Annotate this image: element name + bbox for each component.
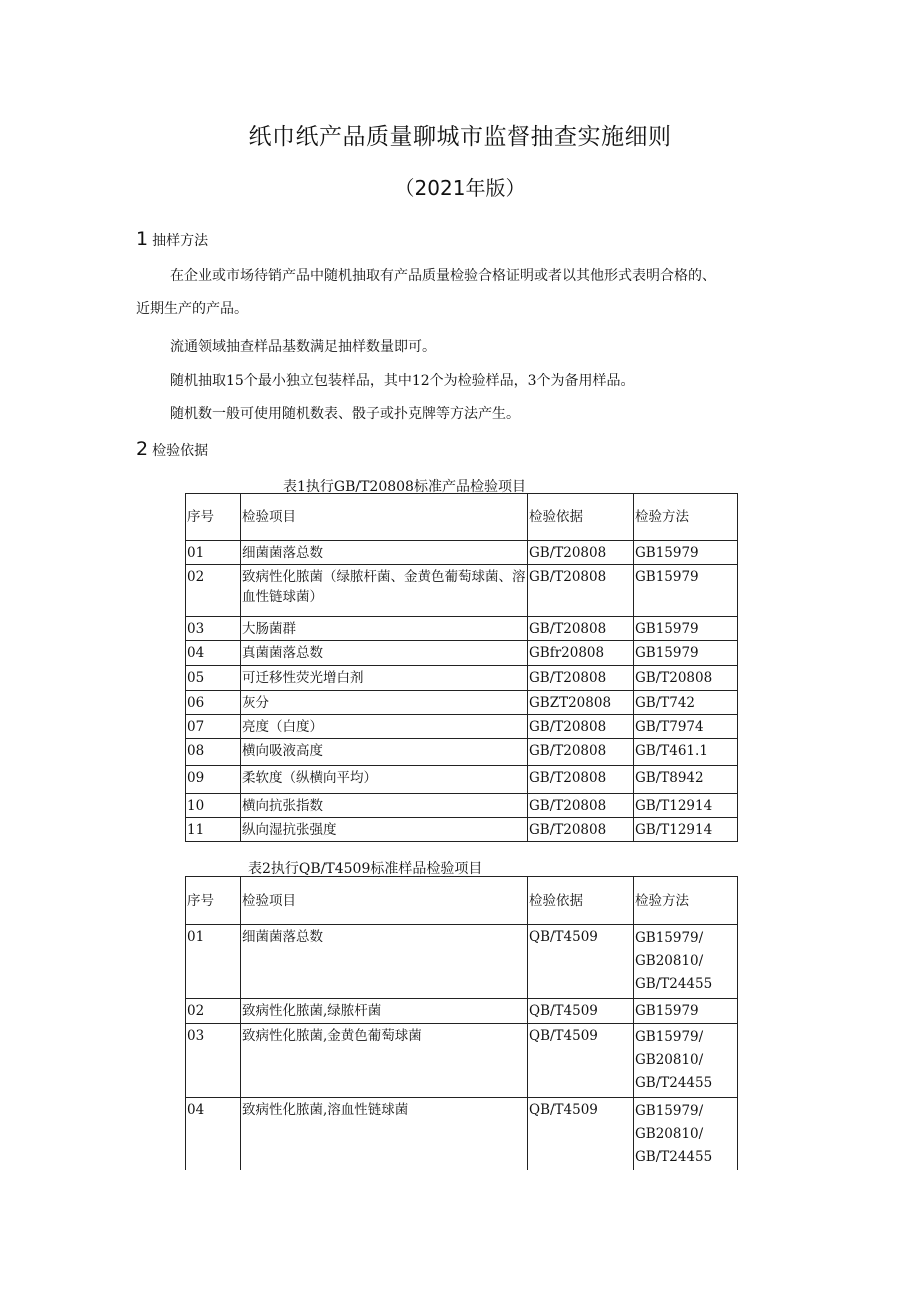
cell-serial: 02 [186, 999, 241, 1024]
table-row [186, 818, 738, 842]
cell-serial: 04 [186, 641, 241, 666]
header-cell-item: 检验项目 [241, 494, 528, 541]
cell-serial: 06 [186, 691, 241, 715]
cell-item: 真菌菌落总数 [241, 641, 528, 666]
table-row [186, 617, 738, 641]
cell-method: GB/T742 [634, 691, 738, 715]
cell-method: GB/T12914 [634, 818, 738, 842]
section-2-heading [136, 438, 208, 460]
cell-item: 灰分 [241, 691, 528, 715]
table-row [186, 766, 738, 794]
cell-serial: 03 [186, 1024, 241, 1098]
header-cell-basis: 检验依据 [528, 494, 634, 541]
document-edition: （2021年版） [394, 176, 526, 200]
cell-basis: GBfr20808 [528, 641, 634, 666]
cell-method: GB/T7974 [634, 715, 738, 739]
cell-item: 细菌菌落总数 [241, 541, 528, 565]
header-cell-serial: 序号 [186, 877, 241, 925]
document-title: 纸巾纸产品质量聊城市监督抽查实施细则 [248, 124, 672, 150]
cell-item: 亮度（白度） [241, 715, 528, 739]
table-2-caption: 表2执行QB/T4509标准样品检验项目 [248, 861, 483, 877]
section-2-number: 2 [136, 438, 149, 460]
table-header-row [186, 877, 738, 925]
table-1-caption: 表1执行GB/T20808标准产品检验项目 [283, 479, 526, 495]
header-cell-basis: 检验依据 [528, 877, 634, 925]
cell-method: GB15979/ GB20810/ GB/T24455 [634, 1024, 738, 1098]
section-1-heading [136, 228, 208, 250]
header-cell-item: 检验项目 [241, 877, 528, 925]
cell-basis: GB/T20808 [528, 666, 634, 691]
cell-basis: GB/T20808 [528, 541, 634, 565]
cell-serial: 09 [186, 766, 241, 794]
cell-serial: 01 [186, 925, 241, 999]
table-row [186, 565, 738, 617]
cell-basis: QB/T4509 [528, 1098, 634, 1170]
cell-method: GB15979/ GB20810/ GB/T24455 [634, 1098, 738, 1170]
cell-item: 横向抗张指数 [241, 794, 528, 818]
table-row [186, 641, 738, 666]
cell-serial: 02 [186, 565, 241, 617]
cell-method: GB15979 [634, 541, 738, 565]
sampling-paragraph-3: 随机抽取15个最小独立包装样品，其中12个为检验样品，3个为备用样品。 [170, 373, 635, 389]
cell-item: 可迁移性荧光增白剂 [241, 666, 528, 691]
cell-basis: GB/T20808 [528, 818, 634, 842]
inspection-items-table-2 [185, 876, 738, 1170]
header-cell-serial: 序号 [186, 494, 241, 541]
cell-method: GB15979 [634, 641, 738, 666]
cell-method: GB/T8942 [634, 766, 738, 794]
table-row [186, 1024, 738, 1098]
table-row [186, 794, 738, 818]
cell-item: 大肠菌群 [241, 617, 528, 641]
cell-serial: 05 [186, 666, 241, 691]
sampling-paragraph-1: 在企业或市场待销产品中随机抽取有产品质量检验合格证明或者以其他形式表明合格的、 [170, 268, 716, 284]
section-1-number: 1 [136, 228, 149, 250]
cell-item: 致病性化脓菌（绿脓杆菌、金黄色葡萄球菌、溶血性链球菌） [241, 565, 528, 617]
cell-method: GB15979 [634, 999, 738, 1024]
cell-basis: QB/T4509 [528, 925, 634, 999]
cell-item: 致病性化脓菌,绿脓杆菌 [241, 999, 528, 1024]
cell-basis: GB/T20808 [528, 617, 634, 641]
table-row [186, 999, 738, 1024]
cell-item: 细菌菌落总数 [241, 925, 528, 999]
cell-method: GB/T461.1 [634, 739, 738, 766]
cell-basis: GB/T20808 [528, 715, 634, 739]
cell-serial: 07 [186, 715, 241, 739]
cell-basis: GB/T20808 [528, 794, 634, 818]
header-cell-method: 检验方法 [634, 877, 738, 925]
sampling-paragraph-4: 随机数一般可使用随机数表、骰子或扑克牌等方法产生。 [170, 406, 520, 422]
cell-method: GB15979/ GB20810/ GB/T24455 [634, 925, 738, 999]
sampling-paragraph-1-cont: 近期生产的产品。 [136, 301, 248, 317]
cell-basis: QB/T4509 [528, 999, 634, 1024]
cell-serial: 03 [186, 617, 241, 641]
cell-method: GB15979 [634, 617, 738, 641]
cell-serial: 08 [186, 739, 241, 766]
table-row [186, 691, 738, 715]
sampling-paragraph-2: 流通领域抽查样品基数满足抽样数量即可。 [170, 339, 436, 355]
cell-basis: GB/T20808 [528, 565, 634, 617]
cell-serial: 01 [186, 541, 241, 565]
header-cell-method: 检验方法 [634, 494, 738, 541]
section-2-title: 检验依据 [152, 443, 209, 459]
cell-basis: GB/T20808 [528, 766, 634, 794]
table-row [186, 1098, 738, 1170]
cell-item: 柔软度（纵横向平均） [241, 766, 528, 794]
table-row [186, 739, 738, 766]
cell-method: GB/T20808 [634, 666, 738, 691]
inspection-items-table-1 [185, 493, 738, 842]
cell-item: 致病性化脓菌,金黄色葡萄球菌 [241, 1024, 528, 1098]
cell-method: GB/T12914 [634, 794, 738, 818]
cell-serial: 11 [186, 818, 241, 842]
table-row [186, 666, 738, 691]
cell-item: 纵向湿抗张强度 [241, 818, 528, 842]
cell-basis: QB/T4509 [528, 1024, 634, 1098]
table-row [186, 715, 738, 739]
cell-method: GB15979 [634, 565, 738, 617]
table-row [186, 541, 738, 565]
table-row [186, 925, 738, 999]
cell-basis: GB/T20808 [528, 739, 634, 766]
section-1-title: 抽样方法 [152, 233, 209, 249]
cell-item: 致病性化脓菌,溶血性链球菌 [241, 1098, 528, 1170]
cell-serial: 10 [186, 794, 241, 818]
cell-item: 横向吸液高度 [241, 739, 528, 766]
cell-serial: 04 [186, 1098, 241, 1170]
cell-basis: GBZT20808 [528, 691, 634, 715]
table-header-row [186, 494, 738, 541]
